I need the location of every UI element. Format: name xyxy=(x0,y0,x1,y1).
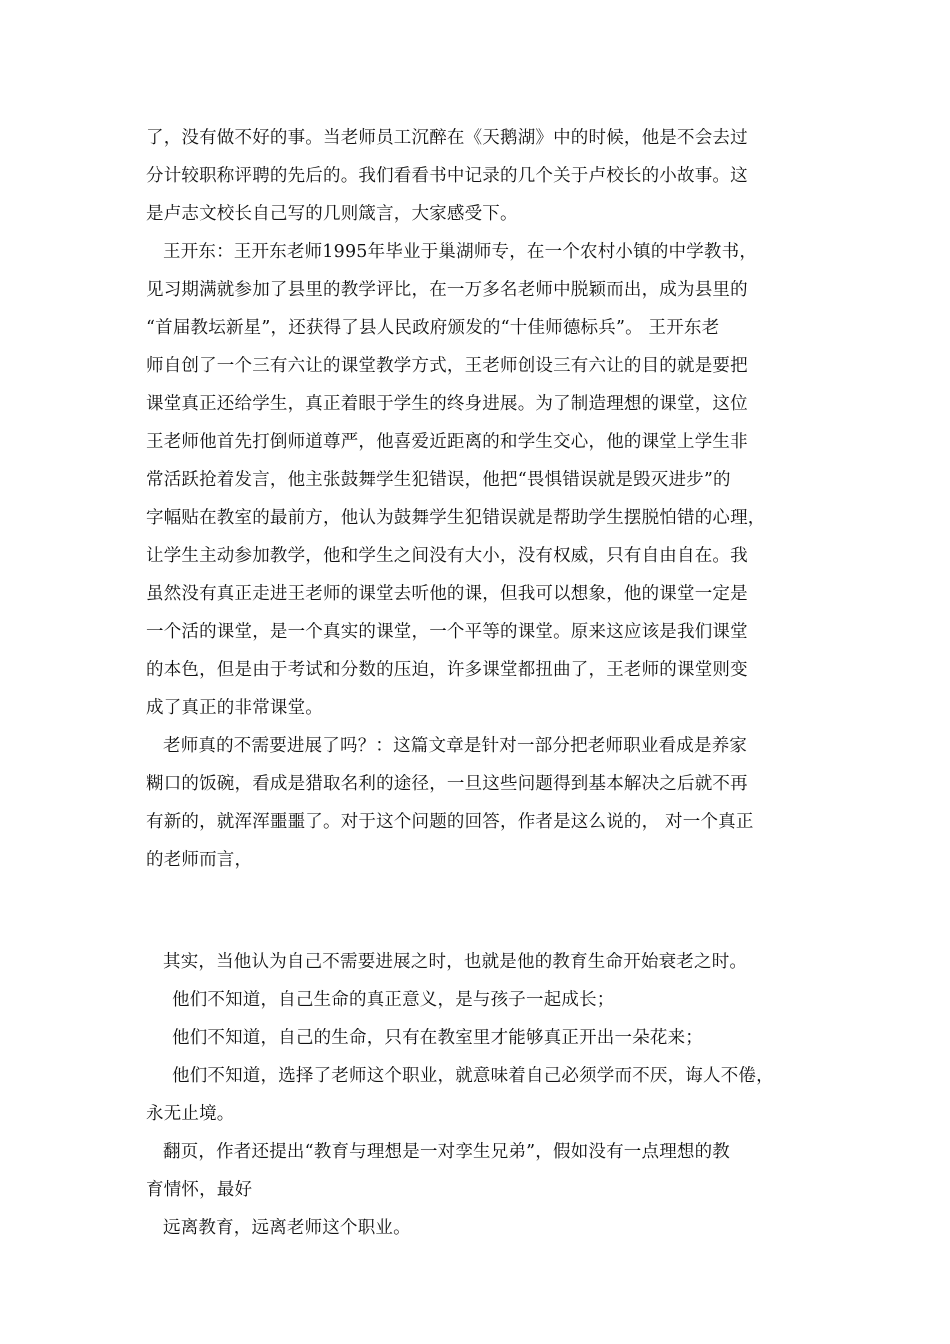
paragraph-line: 虽然没有真正走进王老师的课堂去听他的课，但我可以想象，他的课堂一定是 xyxy=(146,584,748,604)
paragraph-line: 远离教育，远离老师这个职业。 xyxy=(163,1218,411,1238)
paragraph-line: 王老师他首先打倒师道尊严，他喜爱近距离的和学生交心，他的课堂上学生非 xyxy=(146,432,748,452)
paragraph-line: 见习期满就参加了县里的教学评比，在一万多名老师中脱颖而出，成为县里的 xyxy=(146,280,748,300)
paragraph-line: 他们不知道，选择了老师这个职业，就意味着自己必须学而不厌，诲人不倦， xyxy=(172,1066,774,1086)
paragraph-line: 他们不知道，自己的生命，只有在教室里才能够真正开出一朵花来； xyxy=(172,1028,703,1048)
paragraph-line: 的本色，但是由于考试和分数的压迫，许多课堂都扭曲了，王老师的课堂则变 xyxy=(146,660,748,680)
paragraph-line: 其实，当他认为自己不需要进展之时，也就是他的教育生命开始衰老之时。 xyxy=(163,952,748,972)
paragraph-line: 一个活的课堂，是一个真实的课堂，一个平等的课堂。原来这应该是我们课堂 xyxy=(146,622,748,642)
paragraph-line: 有新的，就浑浑噩噩了。对于这个问题的回答，作者是这么说的， 对一个真正 xyxy=(146,812,754,832)
paragraph-line: 他们不知道，自己生命的真正意义，是与孩子一起成长； xyxy=(172,990,615,1010)
paragraph-line: 了，没有做不好的事。当老师员工沉醉在《天鹅湖》中的时候，他是不会去过 xyxy=(146,128,748,148)
paragraph-line: 让学生主动参加教学，他和学生之间没有大小，没有权威，只有自由自在。我 xyxy=(146,546,748,566)
paragraph-line: 常活跃抢着发言，他主张鼓舞学生犯错误，他把“畏惧错误就是毁灭进步”的 xyxy=(146,470,731,490)
paragraph-line: “首届教坛新星”，还获得了县人民政府颁发的“十佳师德标兵”。 王开东老 xyxy=(146,318,720,338)
paragraph-line: 成了真正的非常课堂。 xyxy=(146,698,323,718)
paragraph-line: 永无止境。 xyxy=(146,1104,235,1124)
paragraph-line: 育情怀，最好 xyxy=(146,1180,253,1200)
paragraph-line: 翻页，作者还提出“教育与理想是一对孪生兄弟”，假如没有一点理想的教 xyxy=(163,1142,730,1162)
paragraph-line: 字幅贴在教室的最前方，他认为鼓舞学生犯错误就是帮助学生摆脱怕错的心理， xyxy=(146,508,766,528)
paragraph-line: 糊口的饭碗，看成是猎取名利的途径，一旦这些问题得到基本解决之后就不再 xyxy=(146,774,748,794)
paragraph-line: 的老师而言， xyxy=(146,850,253,870)
paragraph-line: 老师真的不需要进展了吗？：这篇文章是针对一部分把老师职业看成是养家 xyxy=(163,736,748,756)
paragraph-line: 课堂真正还给学生，真正着眼于学生的终身进展。为了制造理想的课堂，这位 xyxy=(146,394,748,414)
paragraph-line: 师自创了一个三有六让的课堂教学方式，王老师创设三有六让的目的就是要把 xyxy=(146,356,748,376)
paragraph-line: 是卢志文校长自己写的几则箴言，大家感受下。 xyxy=(146,204,518,224)
paragraph-line: 王开东：王开东老师1995年毕业于巢湖师专，在一个农村小镇的中学教书， xyxy=(163,242,758,262)
paragraph-line: 分计较职称评聘的先后的。我们看看书中记录的几个关于卢校长的小故事。这 xyxy=(146,166,748,186)
